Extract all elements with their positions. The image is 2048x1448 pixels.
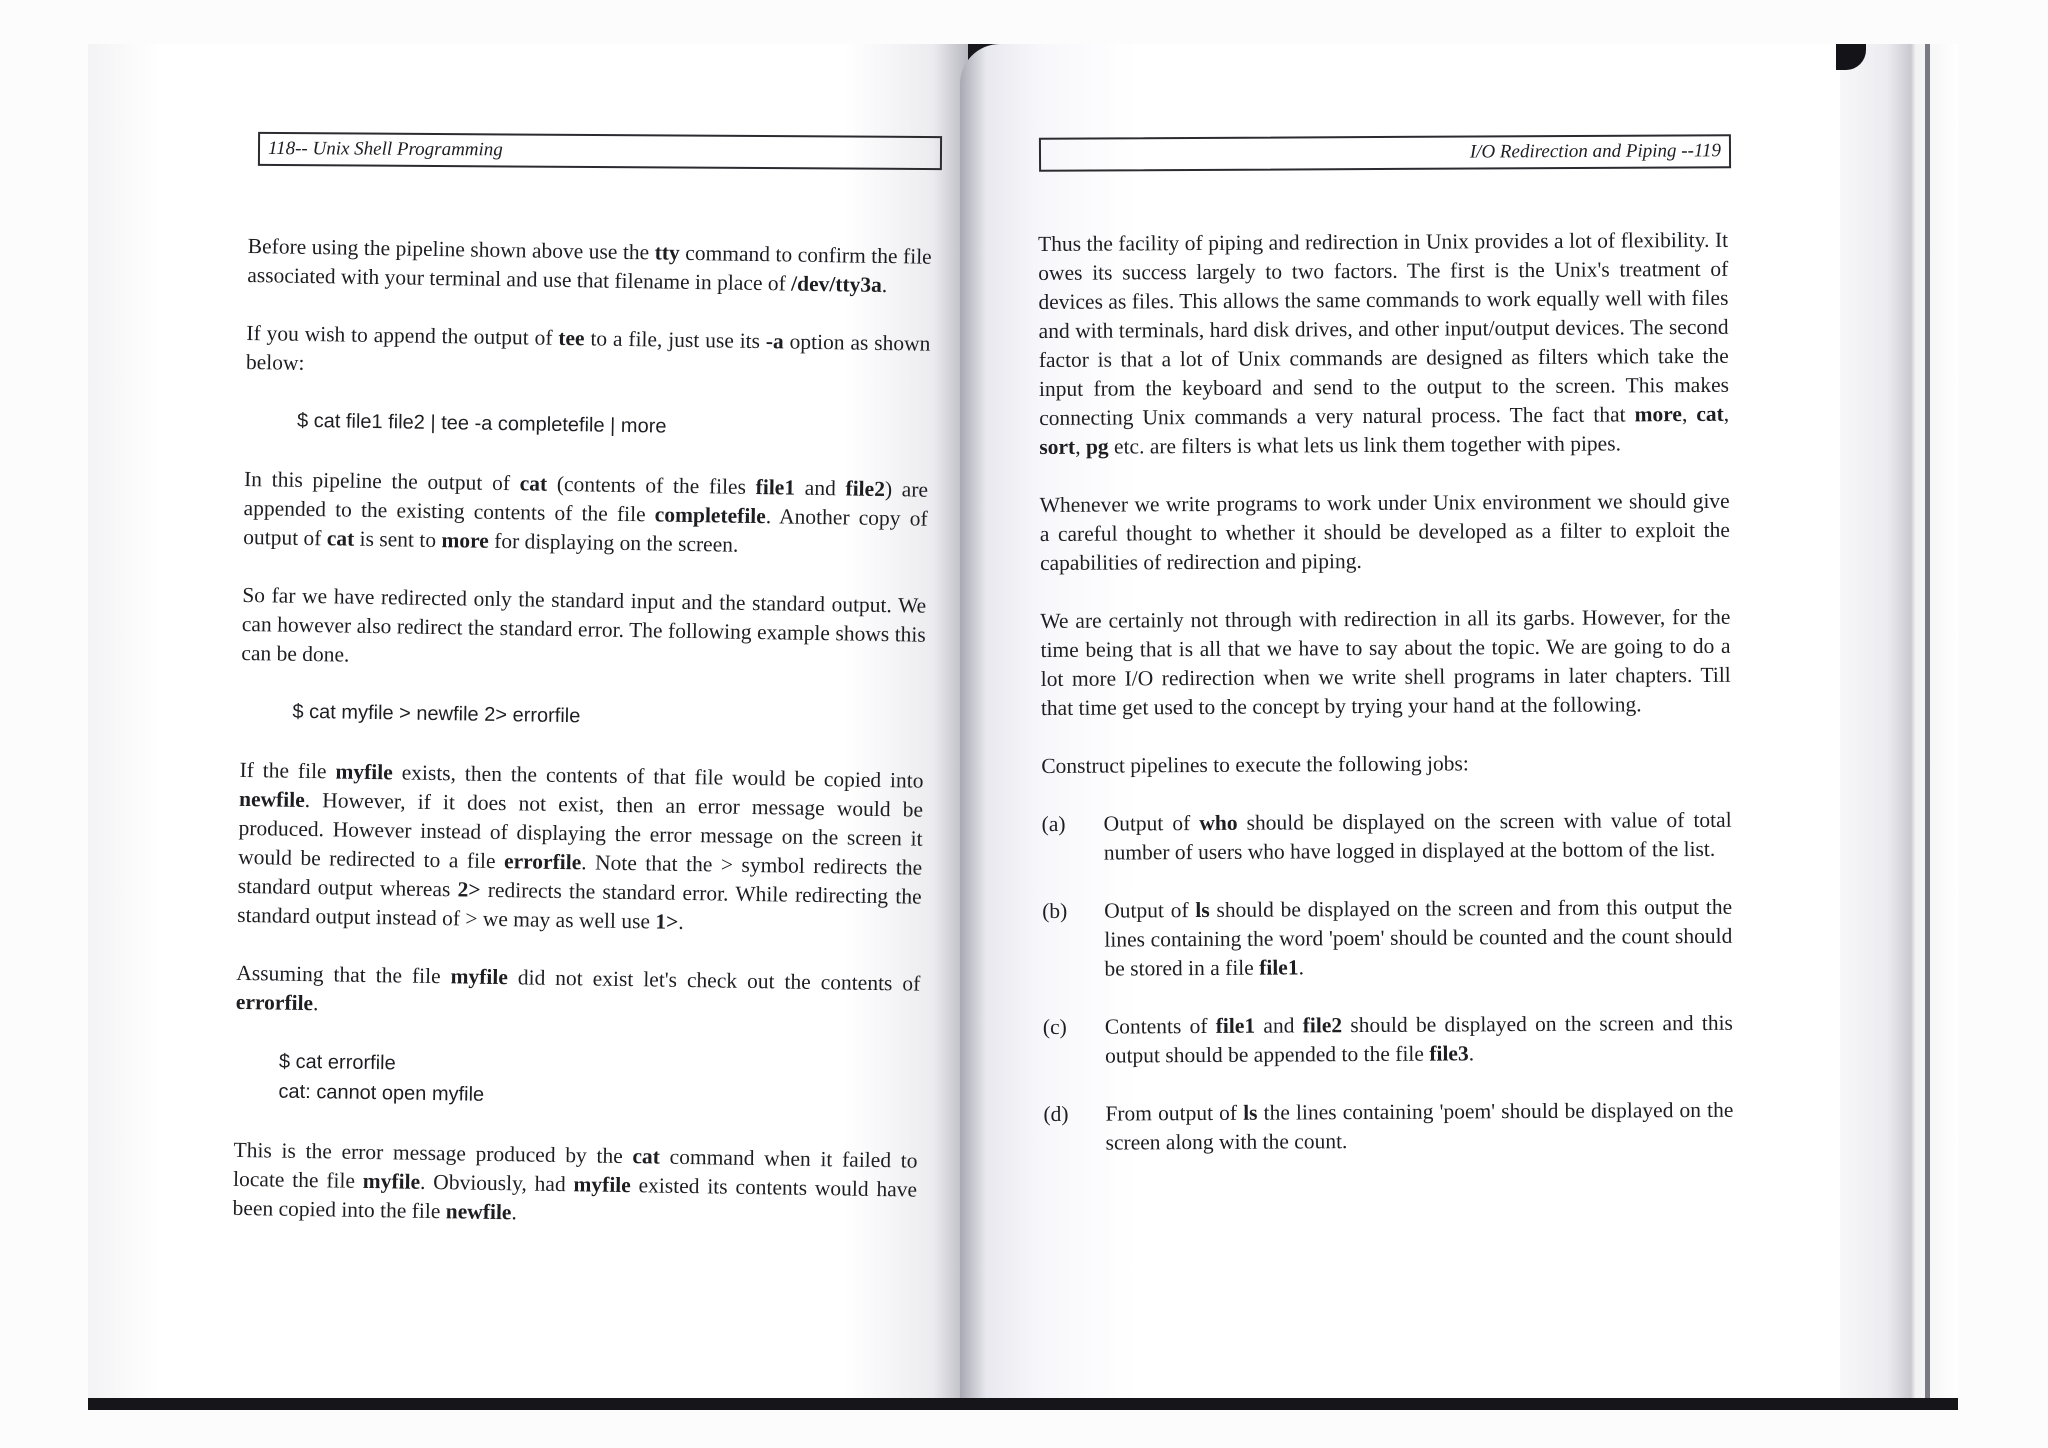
paragraph: Thus the facility of piping and redirection in Unix provides a lot of flexibility. It owes its success largely to two factors. The first is the Unix's treatment of devices as files. This allows the same commands to work equally well with files and with terminals, hard disk drives, and other input/output devices. The second factor is that a lot of Unix commands are designed as filters which take the input from the keyboard and send to the output to the screen. This makes connecting Unix commands a very natural process. The fact that more, cat, sort, pg etc. are filters is what lets us link them together with pipes. [1038,227,1730,459]
left-header-text: 118-- Unix Shell Programming [267,137,503,161]
paragraph: If you wish to append the output of tee to a file, just use its -a option as shown below: [245,320,931,375]
right-page [960,44,1840,1398]
code-line: cat: cannot open myfile [278,1080,485,1106]
paragraph: Assuming that the file myfile did not exist let's check out the contents of errorfile. [235,960,921,1016]
paragraph: In this pipeline the output of cat (contents of the files file1 and file2) are appended to the existing contents of the file completefile. Another copy of output of cat is sent to more for displaying on the screen. [243,466,929,557]
left-page [88,44,968,1398]
paragraph: So far we have redirected only the standard input and the standard output. We can however also redirect the standard error. The following example shows this can be done. [241,582,927,667]
right-page-header [1039,134,1731,172]
code-example: $ cat myfile > newfile 2> errorfile [292,700,581,728]
paragraph: Before using the pipeline shown above use the tty command to confirm the file associated with your terminal and use that filename in place of /dev/tty3a. [247,233,932,298]
code-example [234,1046,919,1117]
left-page-body [232,232,932,1263]
right-header-text: I/O Redirection and Piping --119 [1469,140,1722,163]
exercise-item-b: (b) Output of ls should be displayed on the screen and from this output the lines containing the word 'poem' should be counted and the count should be stored in a file file1. [1042,894,1733,981]
exercise-item-a: (a) Output of who should be displayed on the screen with value of total number of users who have logged in displayed at the bottom of the list. [1041,807,1732,865]
exercise-item-d: (d) From output of ls the lines containing 'poem' should be displayed on the screen along with the count. [1043,1097,1734,1155]
paragraph: We are certainly not through with redirection in all its garbs. However, for the time being that is all that we have to say about the topic. We are going to do a lot more I/O redirection when we write shell programs in later chapters. Till that time get used to the concept by trying your hand at the following. [1040,604,1731,720]
right-page-body [1038,226,1734,1187]
book-page-edges [1840,44,1958,1398]
paragraph: If the file myfile exists, then the contents of that file would be copied into newfile. However, if it does not exist, then an error message would be produced. However instead of displaying the error message on the screen it would be redirected to a file errorfile. Note that the > symbol redirects the standard output whereas 2> redirects the standard error. While redirecting the standard output instead of > we may as well use 1>. [237,757,924,934]
exercise-item-c: (c) Contents of file1 and file2 should be displayed on the screen and this output should be appended to the file file3. [1042,1010,1733,1068]
paragraph: Construct pipelines to execute the following jobs: [1041,751,1469,778]
paragraph: This is the error message produced by the cat command when it failed to locate the file myfile. Obviously, had myfile existed its contents would have been copied into the file newfile. [232,1137,918,1225]
code-example: $ cat file1 file2 | tee -a completefile | more [296,409,667,438]
left-page-header [258,132,942,170]
code-line: $ cat errorfile [278,1050,396,1075]
scan-bottom-shadow [88,1398,1958,1410]
paragraph: Whenever we write programs to work under Unix environment we should give a careful thought to whether it should be developed as a filter to exploit the capabilities of redirection and piping. [1039,488,1730,575]
